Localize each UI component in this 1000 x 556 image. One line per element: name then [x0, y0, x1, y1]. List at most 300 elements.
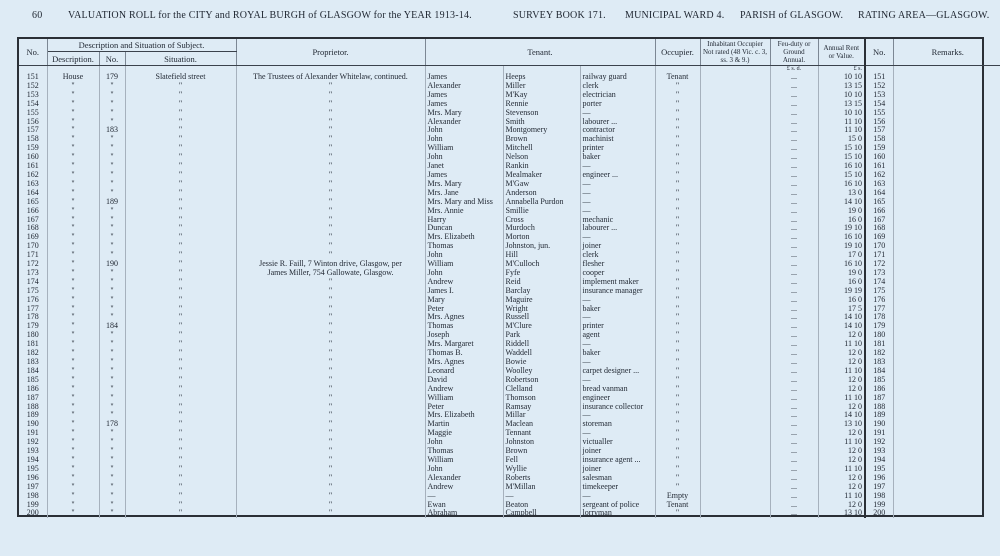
situation: ": [125, 198, 236, 207]
annual-rent: 12 0: [818, 447, 865, 456]
occupier-status: ": [655, 278, 700, 287]
tenant-occupation: contractor: [580, 126, 655, 135]
tenant-first-name: William: [425, 260, 503, 269]
description: ": [47, 207, 99, 216]
inhabitant-cell: [700, 269, 770, 278]
tenant-first-name: Mrs. Annie: [425, 207, 503, 216]
row-number-right: 151: [865, 73, 893, 82]
description: ": [47, 420, 99, 429]
feu-duty: ...: [770, 349, 818, 358]
table-row: [19, 501, 1000, 510]
remarks-cell: [893, 403, 1000, 412]
tenant-first-name: Joseph: [425, 331, 503, 340]
inhabitant-cell: [700, 260, 770, 269]
description: ": [47, 278, 99, 287]
situation: ": [125, 162, 236, 171]
proprietor: ": [236, 376, 425, 385]
row-number-right: 199: [865, 501, 893, 510]
tenant-surname: Maguire: [503, 296, 580, 305]
situation: ": [125, 340, 236, 349]
row-number: 195: [19, 465, 47, 474]
tenant-first-name: Leonard: [425, 367, 503, 376]
annual-rent: 16 0: [818, 216, 865, 225]
parish: PARISH of GLASGOW.: [740, 10, 844, 21]
feu-duty: ...: [770, 340, 818, 349]
feu-duty: ...: [770, 322, 818, 331]
row-number: 189: [19, 411, 47, 420]
remarks-cell: [893, 242, 1000, 251]
tenant-occupation: flesher: [580, 260, 655, 269]
remarks-cell: [893, 501, 1000, 510]
remarks-cell: [893, 118, 1000, 127]
tenant-occupation: labourer ...: [580, 224, 655, 233]
feu-duty: ...: [770, 207, 818, 216]
description: ": [47, 376, 99, 385]
description: ": [47, 322, 99, 331]
tenant-surname: Riddell: [503, 340, 580, 349]
row-number: 152: [19, 82, 47, 91]
annual-rent: 11 10: [818, 438, 865, 447]
situation: ": [125, 233, 236, 242]
description: ": [47, 126, 99, 135]
tenant-occupation: —: [580, 198, 655, 207]
table-row: [19, 233, 1000, 242]
situation: ": [125, 171, 236, 180]
col-tenant: Tenant.: [425, 39, 655, 66]
proprietor: ": [236, 429, 425, 438]
tenant-occupation: —: [580, 189, 655, 198]
situation: ": [125, 296, 236, 305]
row-number-right: 187: [865, 394, 893, 403]
description: ": [47, 118, 99, 127]
table-row: [19, 349, 1000, 358]
occupier-status: ": [655, 180, 700, 189]
tenant-occupation: salesman: [580, 474, 655, 483]
feu-duty: ...: [770, 474, 818, 483]
remarks-cell: [893, 420, 1000, 429]
situation: ": [125, 322, 236, 331]
tenant-occupation: carpet designer ...: [580, 367, 655, 376]
tenant-occupation: insurance agent ...: [580, 456, 655, 465]
proprietor: ": [236, 126, 425, 135]
tenant-surname: Brown: [503, 447, 580, 456]
proprietor: ": [236, 153, 425, 162]
table-row: [19, 198, 1000, 207]
tenant-occupation: baker: [580, 305, 655, 314]
house-number: 183: [99, 126, 125, 135]
annual-rent: 16 10: [818, 162, 865, 171]
occupier-status: ": [655, 420, 700, 429]
annual-rent: 14 10: [818, 198, 865, 207]
inhabitant-cell: [700, 296, 770, 305]
inhabitant-cell: [700, 349, 770, 358]
situation: ": [125, 492, 236, 501]
remarks-cell: [893, 456, 1000, 465]
remarks-cell: [893, 394, 1000, 403]
tenant-surname: Waddell: [503, 349, 580, 358]
annual-rent: 19 0: [818, 207, 865, 216]
tenant-occupation: insurance collector: [580, 403, 655, 412]
inhabitant-cell: [700, 207, 770, 216]
inhabitant-cell: [700, 198, 770, 207]
proprietor: ": [236, 474, 425, 483]
description: ": [47, 501, 99, 510]
inhabitant-cell: [700, 135, 770, 144]
feu-duty: ...: [770, 296, 818, 305]
tenant-first-name: Janet: [425, 162, 503, 171]
row-number-right: 167: [865, 216, 893, 225]
row-number-right: 179: [865, 322, 893, 331]
remarks-cell: [893, 349, 1000, 358]
tenant-surname: Roberts: [503, 474, 580, 483]
tenant-first-name: John: [425, 251, 503, 260]
table-row: [19, 251, 1000, 260]
table-row: [19, 411, 1000, 420]
situation: ": [125, 403, 236, 412]
tenant-first-name: Mrs. Agnes: [425, 358, 503, 367]
tenant-first-name: John: [425, 465, 503, 474]
row-number: 175: [19, 287, 47, 296]
proprietor: ": [236, 296, 425, 305]
occupier-status: ": [655, 135, 700, 144]
house-number: ": [99, 492, 125, 501]
row-number-right: 162: [865, 171, 893, 180]
situation: ": [125, 135, 236, 144]
inhabitant-cell: [700, 358, 770, 367]
house-number: ": [99, 91, 125, 100]
table-row: [19, 438, 1000, 447]
tenant-occupation: railway guard: [580, 73, 655, 82]
remarks-cell: [893, 189, 1000, 198]
remarks-cell: [893, 162, 1000, 171]
inhabitant-cell: [700, 171, 770, 180]
tenant-surname: Millar: [503, 411, 580, 420]
row-number: 176: [19, 296, 47, 305]
situation: ": [125, 474, 236, 483]
annual-rent: 16 0: [818, 296, 865, 305]
col-remarks: Remarks.: [893, 39, 1000, 66]
annual-rent: 12 0: [818, 456, 865, 465]
proprietor: ": [236, 189, 425, 198]
description: ": [47, 216, 99, 225]
remarks-cell: [893, 376, 1000, 385]
annual-rent: 11 10: [818, 340, 865, 349]
row-number-right: 178: [865, 313, 893, 322]
row-number: 190: [19, 420, 47, 429]
description: ": [47, 233, 99, 242]
remarks-cell: [893, 313, 1000, 322]
house-number: 179: [99, 73, 125, 82]
tenant-occupation: engineer ...: [580, 171, 655, 180]
tenant-surname: Nelson: [503, 153, 580, 162]
tenant-first-name: John: [425, 126, 503, 135]
tenant-occupation: —: [580, 313, 655, 322]
row-number-right: 176: [865, 296, 893, 305]
feu-duty: ...: [770, 242, 818, 251]
remarks-cell: [893, 447, 1000, 456]
tenant-first-name: Thomas: [425, 242, 503, 251]
tenant-occupation: —: [580, 429, 655, 438]
situation: ": [125, 269, 236, 278]
row-number: 198: [19, 492, 47, 501]
table-row: [19, 394, 1000, 403]
situation: Slatefield street: [125, 73, 236, 82]
row-number-right: 180: [865, 331, 893, 340]
house-number: ": [99, 100, 125, 109]
description: ": [47, 287, 99, 296]
inhabitant-cell: [700, 153, 770, 162]
feu-duty: ...: [770, 144, 818, 153]
row-number-right: 193: [865, 447, 893, 456]
tenant-surname: Ramsay: [503, 403, 580, 412]
row-number: 194: [19, 456, 47, 465]
proprietor: ": [236, 411, 425, 420]
description: ": [47, 224, 99, 233]
feu-duty: ...: [770, 438, 818, 447]
house-number: ": [99, 224, 125, 233]
inhabitant-cell: [700, 73, 770, 82]
tenant-surname: M'Millan: [503, 483, 580, 492]
occupier-status: ": [655, 216, 700, 225]
row-number-right: 195: [865, 465, 893, 474]
row-number-right: 181: [865, 340, 893, 349]
row-number: 168: [19, 224, 47, 233]
row-number-right: 191: [865, 429, 893, 438]
description: ": [47, 394, 99, 403]
tenant-surname: Fyfe: [503, 269, 580, 278]
situation: ": [125, 456, 236, 465]
row-number: 172: [19, 260, 47, 269]
rating-area: RATING AREA—GLASGOW.: [858, 10, 990, 21]
feu-duty: ...: [770, 509, 818, 518]
row-number: 196: [19, 474, 47, 483]
proprietor: ": [236, 385, 425, 394]
tenant-surname: Woolley: [503, 367, 580, 376]
remarks-cell: [893, 144, 1000, 153]
occupier-status: ": [655, 509, 700, 518]
remarks-cell: [893, 100, 1000, 109]
remarks-cell: [893, 198, 1000, 207]
occupier-status: ": [655, 403, 700, 412]
feu-duty: ...: [770, 465, 818, 474]
inhabitant-cell: [700, 474, 770, 483]
tenant-surname: M'Gaw: [503, 180, 580, 189]
occupier-status: ": [655, 331, 700, 340]
tenant-surname: Barclay: [503, 287, 580, 296]
house-number: 178: [99, 420, 125, 429]
tenant-first-name: James: [425, 91, 503, 100]
row-number-right: 152: [865, 82, 893, 91]
house-number: ": [99, 438, 125, 447]
remarks-cell: [893, 260, 1000, 269]
inhabitant-cell: [700, 305, 770, 314]
tenant-occupation: —: [580, 180, 655, 189]
description: ": [47, 340, 99, 349]
row-number-right: 172: [865, 260, 893, 269]
row-number: 169: [19, 233, 47, 242]
occupier-status: ": [655, 411, 700, 420]
situation: ": [125, 251, 236, 260]
tenant-first-name: Thomas B.: [425, 349, 503, 358]
table-row: [19, 260, 1000, 269]
inhabitant-cell: [700, 216, 770, 225]
table-row: [19, 509, 1000, 518]
feu-duty: ...: [770, 180, 818, 189]
table-row: [19, 100, 1000, 109]
annual-rent: 14 10: [818, 313, 865, 322]
feu-duty: ...: [770, 492, 818, 501]
tenant-surname: M'Culloch: [503, 260, 580, 269]
proprietor: The Trustees of Alexander Whitelaw, continued.: [236, 73, 425, 82]
remarks-cell: [893, 385, 1000, 394]
description: ": [47, 251, 99, 260]
tenant-surname: Clelland: [503, 385, 580, 394]
proprietor: ": [236, 242, 425, 251]
tenant-surname: Smith: [503, 118, 580, 127]
inhabitant-cell: [700, 82, 770, 91]
house-number: ": [99, 447, 125, 456]
tenant-surname: Campbell: [503, 509, 580, 518]
tenant-first-name: Peter: [425, 305, 503, 314]
feu-duty: ...: [770, 189, 818, 198]
feu-duty: ...: [770, 305, 818, 314]
row-number-right: 153: [865, 91, 893, 100]
tenant-occupation: —: [580, 162, 655, 171]
tenant-first-name: William: [425, 456, 503, 465]
table-row: [19, 296, 1000, 305]
occupier-status: ": [655, 100, 700, 109]
inhabitant-cell: [700, 367, 770, 376]
tenant-first-name: James I.: [425, 287, 503, 296]
situation: ": [125, 189, 236, 198]
tenant-occupation: —: [580, 340, 655, 349]
survey-book: SURVEY BOOK 171.: [513, 10, 606, 21]
occupier-status: ": [655, 269, 700, 278]
annual-rent: 16 10: [818, 180, 865, 189]
feu-duty: ...: [770, 394, 818, 403]
feu-units: £ s. d.: [770, 66, 818, 74]
tenant-first-name: Mrs. Elizabeth: [425, 411, 503, 420]
situation: ": [125, 144, 236, 153]
tenant-occupation: —: [580, 207, 655, 216]
row-number: 197: [19, 483, 47, 492]
tenant-surname: Rennie: [503, 100, 580, 109]
annual-rent: 13 15: [818, 82, 865, 91]
occupier-status: ": [655, 251, 700, 260]
annual-rent: 11 10: [818, 126, 865, 135]
tenant-occupation: —: [580, 411, 655, 420]
description: ": [47, 313, 99, 322]
col-occupier: Occupier.: [655, 39, 700, 66]
col-proprietor: Proprietor.: [236, 39, 425, 66]
annual-rent: 12 0: [818, 483, 865, 492]
feu-duty: ...: [770, 376, 818, 385]
situation: ": [125, 420, 236, 429]
row-number: 160: [19, 153, 47, 162]
feu-duty: ...: [770, 456, 818, 465]
tenant-occupation: baker: [580, 349, 655, 358]
tenant-occupation: agent: [580, 331, 655, 340]
inhabitant-cell: [700, 189, 770, 198]
row-number-right: 183: [865, 358, 893, 367]
tenant-surname: Johnston: [503, 438, 580, 447]
inhabitant-cell: [700, 313, 770, 322]
tenant-surname: Wright: [503, 305, 580, 314]
occupier-status: ": [655, 126, 700, 135]
tenant-first-name: John: [425, 269, 503, 278]
remarks-cell: [893, 429, 1000, 438]
annual-rent: 12 0: [818, 385, 865, 394]
occupier-status: ": [655, 394, 700, 403]
description: House: [47, 73, 99, 82]
table-row: [19, 340, 1000, 349]
occupier-status: ": [655, 198, 700, 207]
house-number: ": [99, 278, 125, 287]
annual-rent: 17 5: [818, 305, 865, 314]
row-number-right: 175: [865, 287, 893, 296]
occupier-status: ": [655, 367, 700, 376]
inhabitant-cell: [700, 144, 770, 153]
table-row: [19, 269, 1000, 278]
feu-duty: ...: [770, 153, 818, 162]
proprietor: ": [236, 180, 425, 189]
proprietor: ": [236, 162, 425, 171]
house-number: ": [99, 411, 125, 420]
inhabitant-cell: [700, 509, 770, 518]
row-number: 187: [19, 394, 47, 403]
inhabitant-cell: [700, 501, 770, 510]
table-row: [19, 447, 1000, 456]
inhabitant-cell: [700, 456, 770, 465]
annual-rent: 10 10: [818, 109, 865, 118]
inhabitant-cell: [700, 233, 770, 242]
tenant-first-name: Duncan: [425, 224, 503, 233]
feu-duty: ...: [770, 287, 818, 296]
tenant-first-name: Alexander: [425, 118, 503, 127]
occupier-status: ": [655, 171, 700, 180]
situation: ": [125, 278, 236, 287]
annual-rent: 10 10: [818, 91, 865, 100]
table-row: [19, 144, 1000, 153]
description: ": [47, 296, 99, 305]
tenant-occupation: victualler: [580, 438, 655, 447]
tenant-surname: Smillie: [503, 207, 580, 216]
remarks-cell: [893, 82, 1000, 91]
table-row: [19, 367, 1000, 376]
proprietor: ": [236, 492, 425, 501]
house-number: ": [99, 269, 125, 278]
inhabitant-cell: [700, 492, 770, 501]
tenant-surname: Montgomery: [503, 126, 580, 135]
row-number: 162: [19, 171, 47, 180]
annual-rent: 16 10: [818, 260, 865, 269]
occupier-status: ": [655, 438, 700, 447]
remarks-cell: [893, 358, 1000, 367]
tenant-first-name: Mrs. Mary: [425, 180, 503, 189]
situation: ": [125, 376, 236, 385]
inhabitant-cell: [700, 340, 770, 349]
proprietor: ": [236, 483, 425, 492]
inhabitant-cell: [700, 251, 770, 260]
row-number: 165: [19, 198, 47, 207]
row-number: 167: [19, 216, 47, 225]
proprietor: ": [236, 91, 425, 100]
table-row: [19, 180, 1000, 189]
row-number: 200: [19, 509, 47, 518]
house-number: ": [99, 474, 125, 483]
situation: ": [125, 224, 236, 233]
table-row: [19, 73, 1000, 82]
